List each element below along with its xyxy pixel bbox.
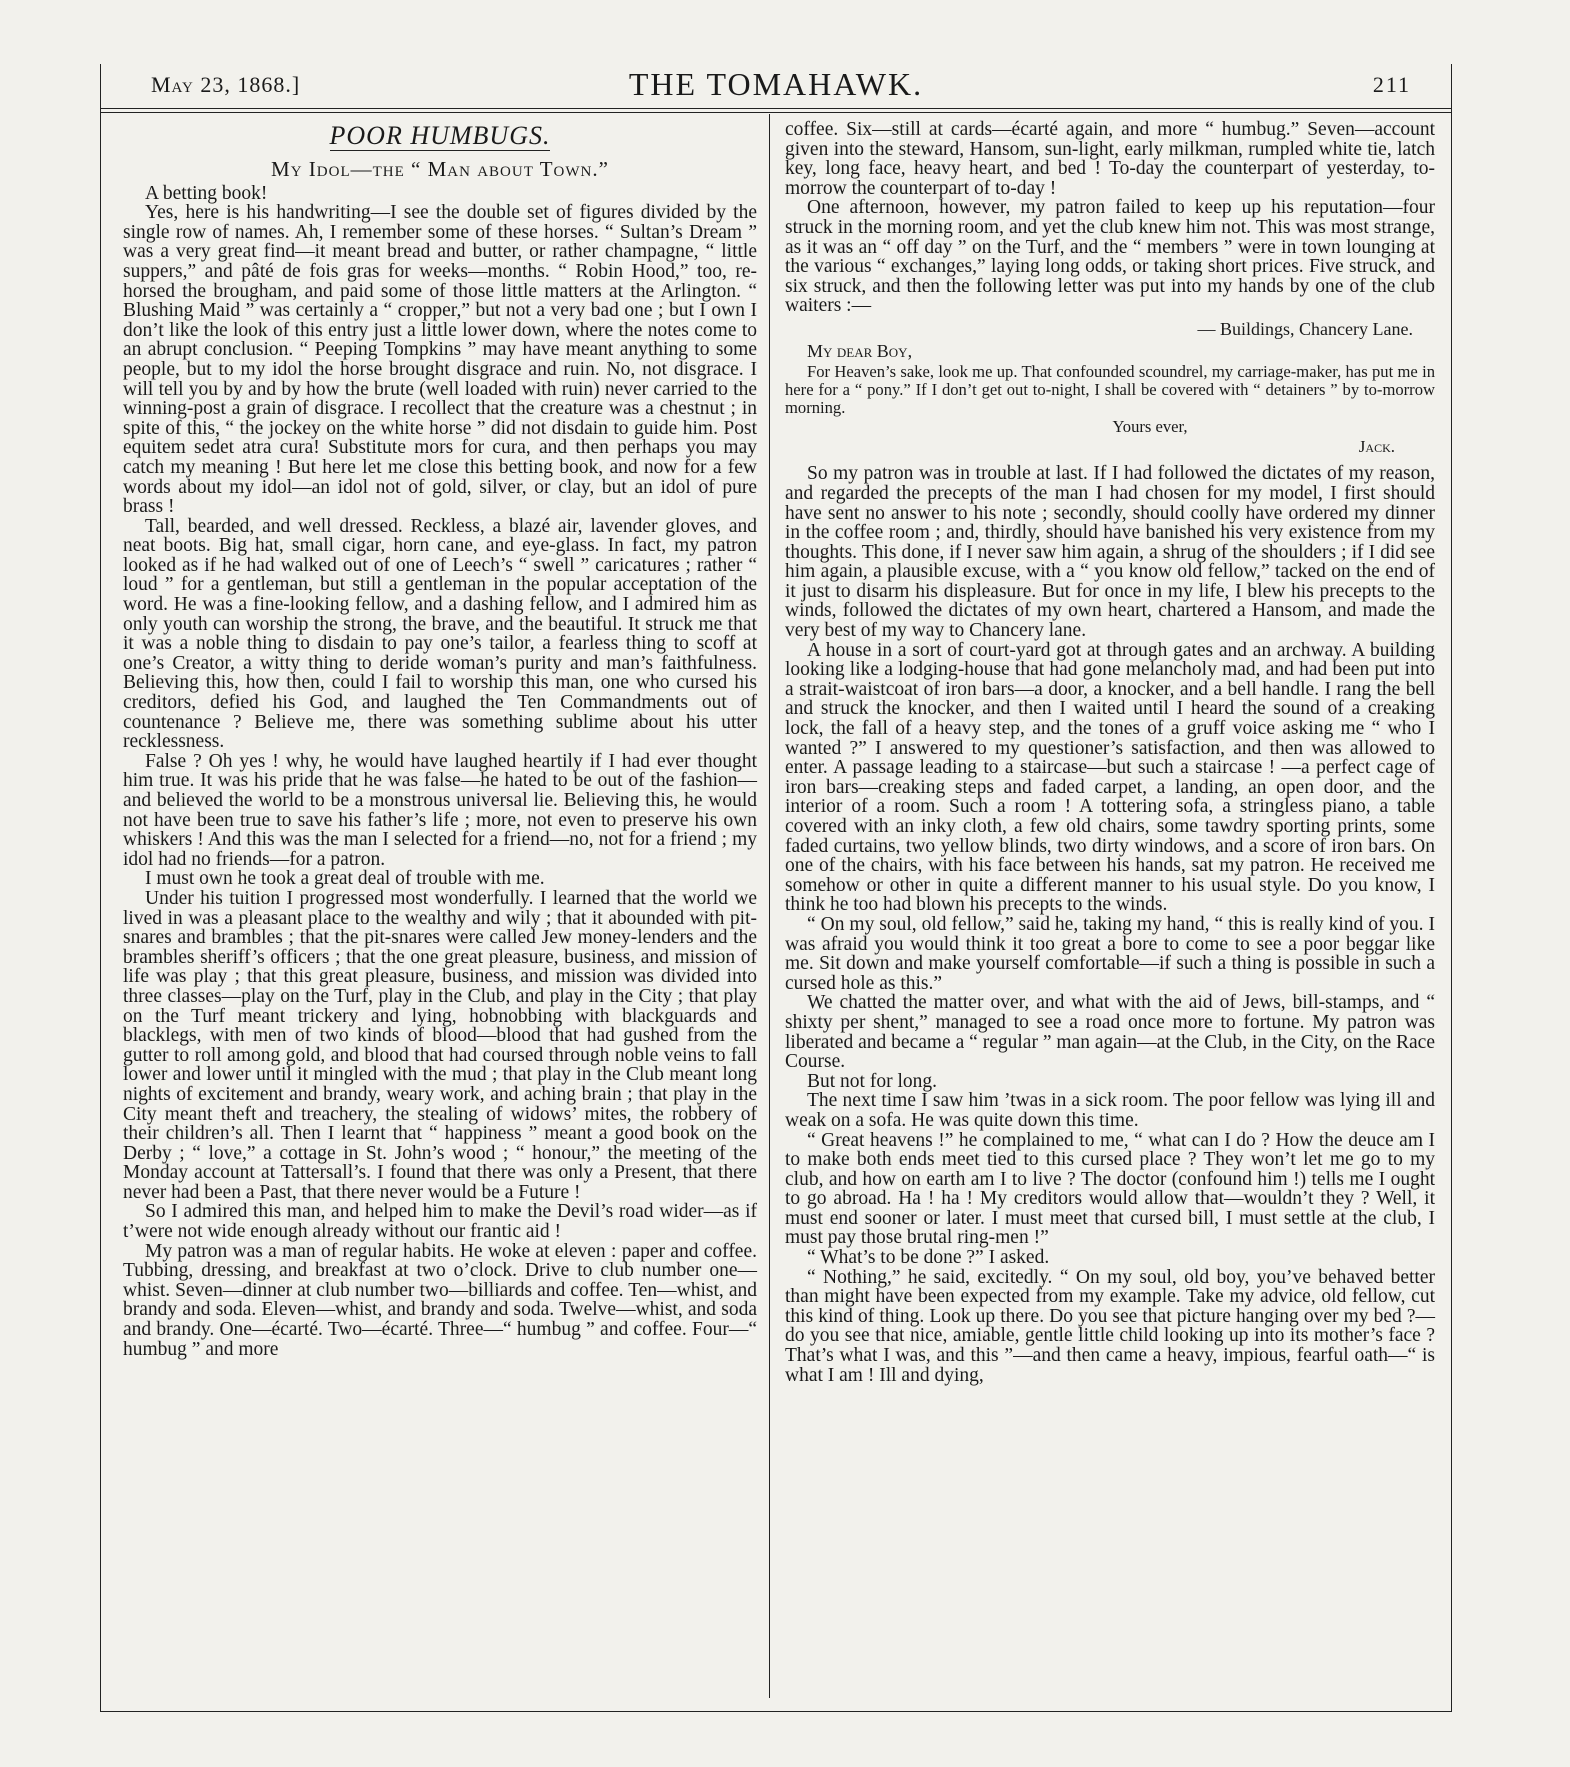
right-column: [785, 120, 1435, 1385]
paragraph: “ Great heavens !” he complained to me, “ what can I do ? How the deuce am I to make both ends meet tied to this cursed place ? They won’t let me go to my club, and how on earth am I to live ? The doctor (confound him !) tells me I ought to go abroad. Ha ! ha ! My creditors would allow that—wouldn’t they ? Well, it must end sooner or later. I must meet that cursed bill, I must settle at the club, I must pay those brutal ring-men !”: [785, 1129, 1435, 1249]
paragraph: My patron was a man of regular habits. He woke at eleven : paper and coffee. Tubbing, dressing, and breakfast at two o’clock. Drive to club number one—whist. Seven—dinner at club number two—billiards and coffee. Ten—whist, and brandy and soda. Eleven—whist, and brandy and soda. Twelve—whist, and soda and brandy. One—écarté. Two—écarté. Three—“ humbug ” and coffee. Four—“ humbug ” and more: [123, 1240, 757, 1360]
bottom-rule: [101, 1711, 1451, 1712]
letter-body: For Heaven’s sake, look me up. That confounded scoundrel, my carriage-maker, has put me in here for a “ pony.” If I don’t get out to-night, I shall be covered with “ detainers ” by to-morrow morning.: [785, 362, 1435, 418]
paragraph: Tall, bearded, and well dressed. Reckless, a blazé air, lavender gloves, and neat boots. Big hat, small cigar, horn cane, and eye-glass. In fact, my patron looked as if he had walked out of one of Leech’s “ swell ” caricatures ; rather “ loud ” for a gentleman, but still a gentleman in the popular acceptation of the word. He was a fine-looking fellow, and a dashing fellow, and I admired him as only youth can worship the strong, the brave, and the beautiful. It struck me that it was a noble thing to disdain to pay one’s tailor, a fearless thing to scoff at one’s Creator, a witty thing to deride woman’s purity and man’s faithfulness. Believing this, how then, could I fail to worship this man, one who cursed his creditors, defied his God, and laughed the Ten Commandments out of countenance ? Believe me, there was something sublime about his utter recklessness.: [123, 515, 757, 753]
header-rule-thin: [101, 112, 1451, 113]
paragraph: One afternoon, however, my patron failed to keep up his reputation—four struck in the morning room, and yet the club knew him not. This was most strange, as it was an “ off day ” on the Turf, and the “ members ” were in town lounging at the various “ exchanges,” laying long odds, or taking short prices. Five struck, and six struck, and then the following letter was put into my hands by one of the club waiters :—: [785, 197, 1435, 317]
paragraph: A betting book!: [145, 182, 268, 204]
newspaper-page: [100, 64, 1452, 1712]
paragraph: So I admired this man, and helped him to make the Devil’s road wider—as if t’were not wide enough already without our frantic aid !: [123, 1201, 757, 1243]
paragraph: I must own he took a great deal of trouble with me.: [145, 868, 545, 890]
letter-address: — Buildings, Chancery Lane.: [1197, 318, 1413, 339]
paragraph: coffee. Six—still at cards—écarté again, and more “ humbug.” Seven—account given into the steward, Hansom, sun-light, early milkman, rumpled white tie, latch key, long face, heavy heart, and bed ! To-day the counterpart of yesterday, to-morrow the counterpart of to-day !: [785, 119, 1435, 199]
article-title: POOR HUMBUGS.: [329, 121, 551, 150]
header-rule: [101, 108, 1451, 109]
column-divider: [769, 114, 770, 1698]
paragraph: So my patron was in trouble at last. If I had followed the dictates of my reason, and regarded the precepts of the man I had chosen for my model, I first should have sent no answer to his note ; secondly, should coolly have ordered my dinner in the coffee room ; and, thirdly, should have banished his very existence from my thoughts. This done, if I never saw him again, a shrug of the shoulders ; if I did see him again, a plausible excuse, with a “ you know old fellow,” tacked on the end of it just to disarm his displeasure. But for once in my life, I blew his precepts to the winds, followed the dictates of my own heart, chartered a Hansom, and made the very best of my way to Chancery lane.: [785, 463, 1435, 642]
paragraph: “ What’s to be done ?” I asked.: [807, 1247, 1050, 1269]
issue-date: May 23, 1868.]: [151, 72, 301, 97]
paragraph: The next time I saw him ’twas in a sick room. The poor fellow was lying ill and weak on a sofa. He was quite down this time.: [785, 1090, 1435, 1131]
letter-salutation: My dear Boy,: [807, 340, 913, 361]
letter-signature: Jack.: [1358, 436, 1395, 456]
masthead: THE TOMAHAWK.: [628, 66, 924, 102]
paragraph: Yes, here is his handwriting—I see the double set of figures divided by the single row of names. Ah, I remember some of these horses. “ Sultan’s Dream ” was a very great find—it meant bread and butter, or rather champagne, “ little suppers,” and pâté de fois gras for weeks—months. “ Robin Hood,” too, re-horsed the brougham, and paid some of those little matters at the Arlington. “ Blushing Maid ” was certainly a “ cropper,” but not a very bad one ; but I own I don’t like the look of this entry just a little lower down, where the notes come to an abrupt conclusion. “ Peeping Tompkins ” may have meant anything to some people, but to my idol the horse brought disgrace and ruin. No, not disgrace. I will tell you by and by how the brute (well loaded with ruin) never carried to the winning-post a grain of disgrace. I recollect that the creature was a chestnut ; in spite of this, “ the jockey on the white horse ” did not disdain to guide him. Post equitem sedet atra cura! Substitute mors for cura, and then perhaps you may catch my meaning ! But here let me close this betting book, and now for a few words about my idol—an idol not of gold, silver, or clay, but an idol of pure brass !: [123, 202, 757, 518]
paragraph: But not for long.: [807, 1070, 937, 1092]
page-header: [101, 64, 1451, 124]
page-number: 211: [1372, 72, 1411, 97]
paragraph: We chatted the matter over, and what with the aid of Jews, bill-stamps, and “ shixty per shent,” managed to see a road once more to fortune. My patron was liberated and became a “ regular ” man again—at the Club, in the City, on the Race Course.: [785, 992, 1435, 1073]
article-subtitle: My Idol—the “ Man about Town.”: [271, 157, 609, 181]
left-column: [123, 120, 757, 1359]
paragraph: Under his tuition I progressed most wonderfully. I learned that the world we lived in was a pleasant place to the wealthy and wily ; that it abounded with pit-snares and brambles ; that the pit-snares were called Jew money-lenders and the brambles sheriff’s officers ; that the one great pleasure, business, and mission of life was play ; that this great pleasure, business, and mission was divided into three classes—play on the Turf, play in the Club, and play in the City ; that play on the Turf meant trickery and lying, hobnobbing with blackguards and blacklegs, with men of two kinds of blood—blood that had gushed from the gutter to roll among gold, and blood that had coursed through noble veins to fall lower and lower until it mingled with the mud ; that play in the Club meant long nights of excitement and brandy, weary work, and aching brain ; that play in the City meant theft and treachery, the stealing of widows’ mites, the robbery of their children’s all. Then I learnt that “ happiness ” meant a good book on the Derby ; “ love,” a cottage in St. John’s wood ; “ honour,” the meeting of the Monday account at Tattersall’s. I found that there was only a Present, that there never had been a Past, that there never would be a Future !: [123, 887, 757, 1203]
paragraph: False ? Oh yes ! why, he would have laughed heartily if I had ever thought him true. It was his pride that he was false—he hated to be out of the fashion—and believed the world to be a monstrous universal lie. Believing this, he would not have been true to save his father’s life ; more, not even to preserve his own whiskers ! And this was the man I selected for a friend—no, not for a friend ; my idol had no friends—for a patron.: [123, 750, 757, 870]
letter-closing: Yours ever,: [1112, 417, 1188, 437]
paragraph: A house in a sort of court-yard got at through gates and an archway. A building looking like a lodging-house that had gone melancholy mad, and had been put into a strait-waistcoat of iron bars—a door, a knocker, and a bell handle. I rang the bell and struck the knocker, and then I waited until I heard the sound of a creaking lock, the fall of a heavy step, and the tones of a gruff voice asking me “ who I wanted ?” I answered to my questioner’s satisfaction, and then was allowed to enter. A passage leading to a staircase—but such a staircase ! —a perfect cage of iron bars—creaking steps and faded carpet, a landing, an open door, and the interior of a room. Such a room ! A tottering sofa, a stringless piano, a table covered with an inky cloth, a few old chairs, some tawdry sporting prints, some faded curtains, two yellow blinds, two dirty windows, and a score of iron bars. On one of the chairs, with his face between his hands, sat my patron. He received me somehow or other in quite a different manner to his usual style. Do you know, I think he too had blown his precepts to the winds.: [785, 639, 1435, 916]
paragraph: “ Nothing,” he said, excitedly. “ On my soul, old boy, you’ve behaved better than might have been expected from my example. Take my advice, old fellow, cut this kind of thing. Look up there. Do you see that picture hanging over my bed ?—do you see that nice, amiable, gentle little child looking up into its mother’s face ? That’s what I was, and this ”—and then came a heavy, impious, fearful oath—“ is what I am ! Ill and dying,: [785, 1266, 1435, 1386]
paragraph: “ On my soul, old fellow,” said he, taking my hand, “ this is really kind of you. I was afraid you would think it too great a bore to come to see a poor beggar like me. Sit down and make yourself comfortable—if such a thing is possible in such a cursed hole as this.”: [785, 913, 1435, 994]
